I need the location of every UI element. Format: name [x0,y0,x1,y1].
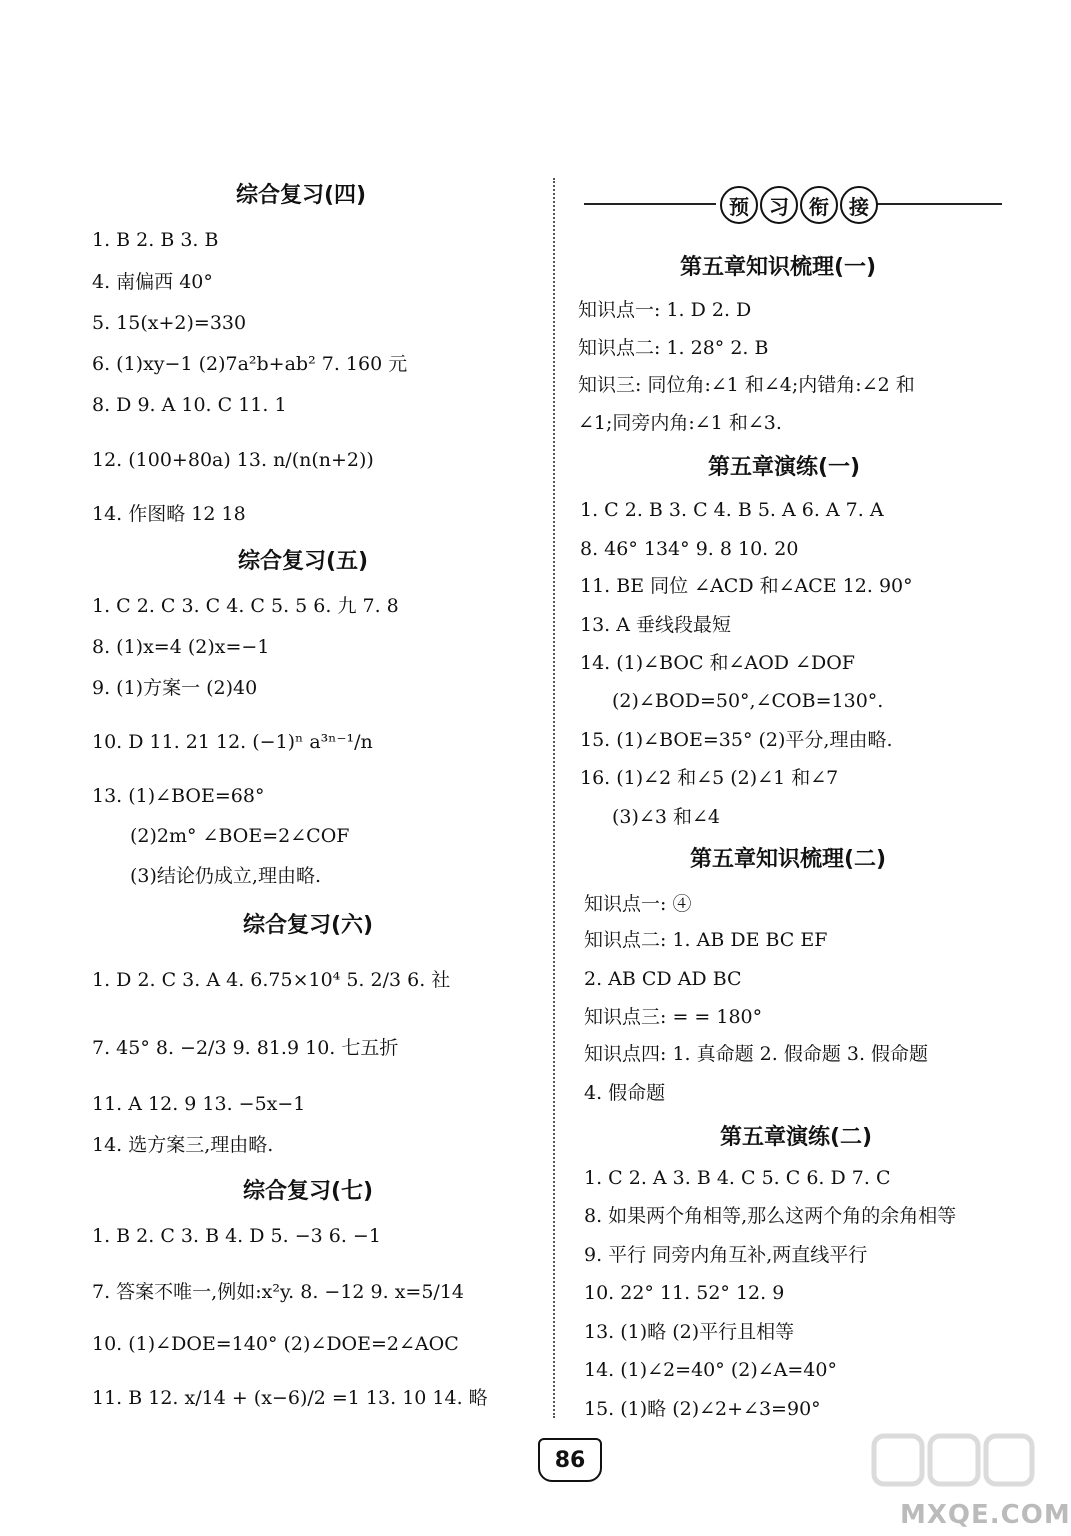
answer-line: 12. (100+80a) 13. n/(n(n+2)) [92,449,374,471]
section-title: 综合复习(五) [238,549,369,574]
answer-line: 7. 45° 8. −2/3 9. 81.9 10. 七五折 [92,1037,399,1059]
answer-line: 10. 22° 11. 52° 12. 9 [584,1282,785,1304]
answer-line: 1. C 2. B 3. C 4. B 5. A 6. A 7. A [580,499,884,521]
section-title: 综合复习(七) [243,1179,374,1204]
banner-char: 衔 [800,186,838,224]
section-title: 第五章演练(二) [720,1125,873,1150]
answer-line: 15. (1)∠BOE=35° (2)平分,理由略. [580,729,893,751]
answer-line: 11. BE 同位 ∠ACD 和∠ACE 12. 90° [580,575,913,597]
answer-line: 1. D 2. C 3. A 4. 6.75×10⁴ 5. 2/3 6. 社 [92,969,451,991]
answer-line: 知识点三: = = 180° [584,1006,763,1028]
answer-line: 知识点二: 1. 28° 2. B [578,337,769,359]
answer-line: 5. 15(x+2)=330 [92,312,247,334]
answer-line: 4. 假命题 [584,1082,666,1104]
answer-line: 6. (1)xy−1 (2)7a²b+ab² 7. 160 元 [92,353,408,375]
answer-line: 1. C 2. C 3. C 4. C 5. 5 6. 九 7. 8 [92,595,399,617]
answer-line: 8. 46° 134° 9. 8 10. 20 [580,538,799,560]
answer-line: 知识点四: 1. 真命题 2. 假命题 3. 假命题 [584,1043,929,1065]
column-divider [553,178,555,1418]
answer-line: (3)∠3 和∠4 [612,806,720,828]
answer-line: ∠1;同旁内角:∠1 和∠3. [578,412,782,434]
banner-rule-right [870,203,1002,205]
answer-line: 14. (1)∠2=40° (2)∠A=40° [584,1359,837,1381]
answer-line: 1. C 2. A 3. B 4. C 5. C 6. D 7. C [584,1167,891,1189]
answer-line: 知识三: 同位角:∠1 和∠4;内错角:∠2 和 [578,374,915,396]
answer-line: (3)结论仍成立,理由略. [130,865,321,887]
answer-line: 知识点二: 1. AB DE BC EF [584,929,828,951]
answer-line: 16. (1)∠2 和∠5 (2)∠1 和∠7 [580,767,839,789]
answer-line: (2)2m° ∠BOE=2∠COF [130,825,350,847]
section-banner [720,186,878,224]
answer-line: 13. A 垂线段最短 [580,614,732,636]
answer-line: 14. (1)∠BOC 和∠AOD ∠DOF [580,652,855,674]
answer-line: 1. B 2. B 3. B [92,229,219,251]
answer-line: 8. (1)x=4 (2)x=−1 [92,636,270,658]
answer-line: 14. 作图略 12 18 [92,503,246,525]
answer-line: 8. D 9. A 10. C 11. 1 [92,394,287,416]
answer-line: 知识点一: 1. D 2. D [578,299,752,321]
answer-line: 11. A 12. 9 13. −5x−1 [92,1093,306,1115]
answer-line: 10. D 11. 21 12. (−1)ⁿ a³ⁿ⁻¹/n [92,731,373,753]
answer-line: (2)∠BOD=50°,∠COB=130°. [612,690,884,712]
banner-char: 习 [760,186,798,224]
answer-line: 13. (1)略 (2)平行且相等 [584,1321,795,1343]
watermark-text: MXQE.COM [900,1500,1071,1530]
section-title: 综合复习(六) [243,913,374,938]
answer-line: 知识点一: ④ [584,893,692,915]
banner-rule-left [584,203,716,205]
answer-line: 15. (1)略 (2)∠2+∠3=90° [584,1398,821,1420]
banner-char: 接 [840,186,878,224]
answer-line: 9. 平行 同旁内角互补,两直线平行 [584,1244,868,1266]
answer-line: 2. AB CD AD BC [584,968,742,990]
answer-line: 4. 南偏西 40° [92,271,213,293]
section-title: 综合复习(四) [236,183,367,208]
page-number: 86 [538,1438,602,1482]
section-title: 第五章知识梳理(一) [680,255,877,280]
answer-line: 1. B 2. C 3. B 4. D 5. −3 6. −1 [92,1225,381,1247]
answer-line: 8. 如果两个角相等,那么这两个角的余角相等 [584,1205,957,1227]
answer-line: 13. (1)∠BOE=68° [92,785,265,807]
banner-char: 预 [720,186,758,224]
answer-line: 9. (1)方案一 (2)40 [92,677,258,699]
answer-line: 10. (1)∠DOE=140° (2)∠DOE=2∠AOC [92,1333,459,1355]
answer-line: 14. 选方案三,理由略. [92,1134,274,1156]
answer-line: 11. B 12. x/14 + (x−6)/2 =1 13. 10 14. 略 [92,1387,488,1409]
section-title: 第五章知识梳理(二) [690,847,887,872]
section-title: 第五章演练(一) [708,455,861,480]
answer-line: 7. 答案不唯一,例如:x²y. 8. −12 9. x=5/14 [92,1281,465,1303]
